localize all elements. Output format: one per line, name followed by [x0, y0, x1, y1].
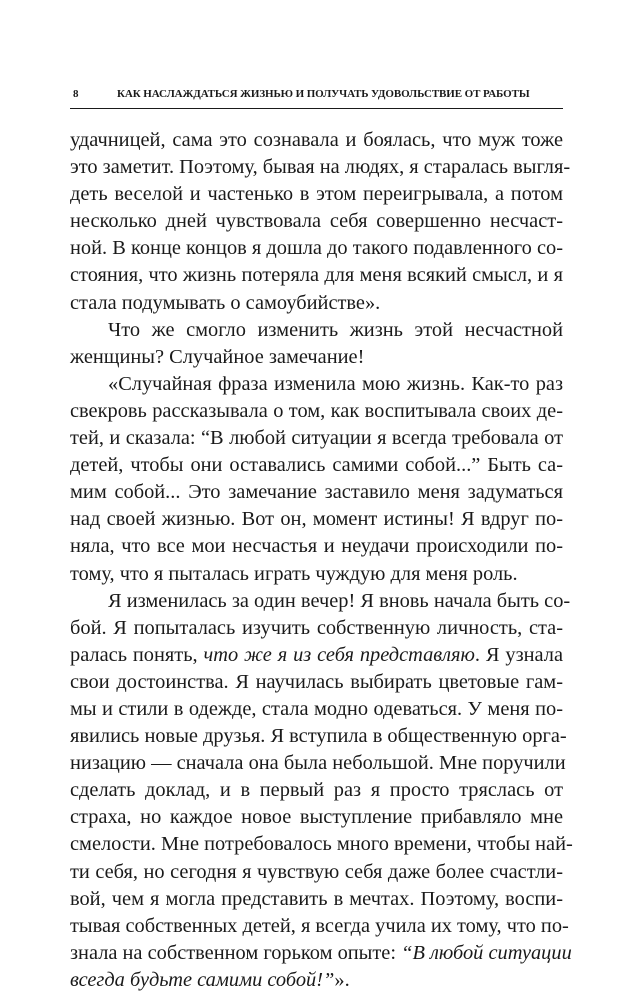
- text-line: низацию — сначала она была небольшой. Мне поручили: [70, 752, 566, 775]
- text-line: деть веселой и частенько в этом переигрывала, а потом: [70, 183, 563, 206]
- text-line: ти себя, но сегодня я чувствую себя даже более счастли-: [70, 860, 563, 883]
- text-line: смелости. Мне потребовалось много времени, чтобы най-: [70, 833, 573, 856]
- italic-emphasis: всегда будьте самими собой!”: [70, 968, 335, 991]
- text-line: Что же смогло изменить жизнь этой несчастной: [108, 318, 563, 341]
- italic-emphasis: что же я из себя представляю: [203, 643, 475, 666]
- text-line: Я изменилась за один вечер! Я вновь начала быть со-: [108, 589, 571, 612]
- text-segment: знала на собственном горьком опыте:: [70, 941, 402, 964]
- text-line: стала подумывать о самоубийстве».: [70, 291, 381, 314]
- page-number: 8: [73, 88, 79, 100]
- text-line: мы и стили в одежде, стала модно одеваться. У меня по-: [70, 697, 563, 720]
- text-line: сделать доклад, и в первый раз я просто тряслась от: [70, 779, 563, 802]
- text-segment: ралась понять,: [70, 643, 204, 666]
- text-line: «Случайная фраза изменила мою жизнь. Как-то раз: [108, 372, 563, 395]
- running-header: [73, 84, 563, 106]
- text-line: мим собой... Это замечание заставило меня задуматься: [70, 481, 563, 504]
- text-line: над своей жизнью. Вот он, момент истины! Я вдруг по-: [70, 508, 563, 531]
- header-rule: [70, 108, 563, 109]
- text-line: стояния, что жизнь потеряла для меня всякий смысл, и я: [70, 264, 563, 287]
- text-segment: . Я узнала: [474, 643, 564, 666]
- text-line: [70, 940, 572, 967]
- text-line: бой. Я попыталась изучить собственную личность, ста-: [70, 616, 563, 639]
- running-title: КАК НАСЛАЖДАТЬСЯ ЖИЗНЬЮ И ПОЛУЧАТЬ УДОВОЛЬСТВИЕ ОТ РАБОТЫ: [117, 88, 530, 100]
- text-line: тому, что я пыталась играть чуждую для меня роль.: [70, 562, 518, 585]
- text-line: свои достоинства. Я научилась выбирать цветовые гам-: [70, 670, 563, 693]
- text-line: тывая собственных детей, я всегда учила их тому, что по-: [70, 914, 569, 937]
- text-line: няла, что все мои несчастья и неудачи происходили по-: [70, 535, 563, 558]
- text-line: детей, чтобы они оставались самими собой...” Быть са-: [70, 454, 563, 477]
- text-line: [70, 642, 563, 669]
- text-line: свекровь рассказывала о том, как воспитывала своих де-: [70, 399, 563, 422]
- text-line: [70, 967, 563, 994]
- text-line: это заметит. Поэтому, бывая на людях, я старалась выгля-: [70, 156, 571, 179]
- text-line: тей, и сказала: “В любой ситуации я всегда требовала от: [70, 427, 563, 450]
- text-line: женщины? Случайное замечание!: [70, 345, 365, 368]
- text-line: вой, чем я могла представить в мечтах. Поэтому, воспи-: [70, 887, 563, 910]
- text-line: ной. В конце концов я дошла до такого подавленного со-: [70, 237, 563, 260]
- text-line: несколько дней чувствовала себя совершенно несчаст-: [70, 210, 563, 233]
- text-line: удачницей, сама это сознавала и боялась, что муж тоже: [70, 129, 563, 151]
- text-segment: ».: [334, 968, 350, 991]
- text-line: явились новые друзья. Я вступила в общественную орга-: [70, 725, 567, 748]
- text-line: страха, но каждое новое выступление прибавляло мне: [70, 806, 563, 829]
- body-text: [70, 127, 573, 994]
- italic-emphasis: “В любой ситуации: [401, 941, 572, 964]
